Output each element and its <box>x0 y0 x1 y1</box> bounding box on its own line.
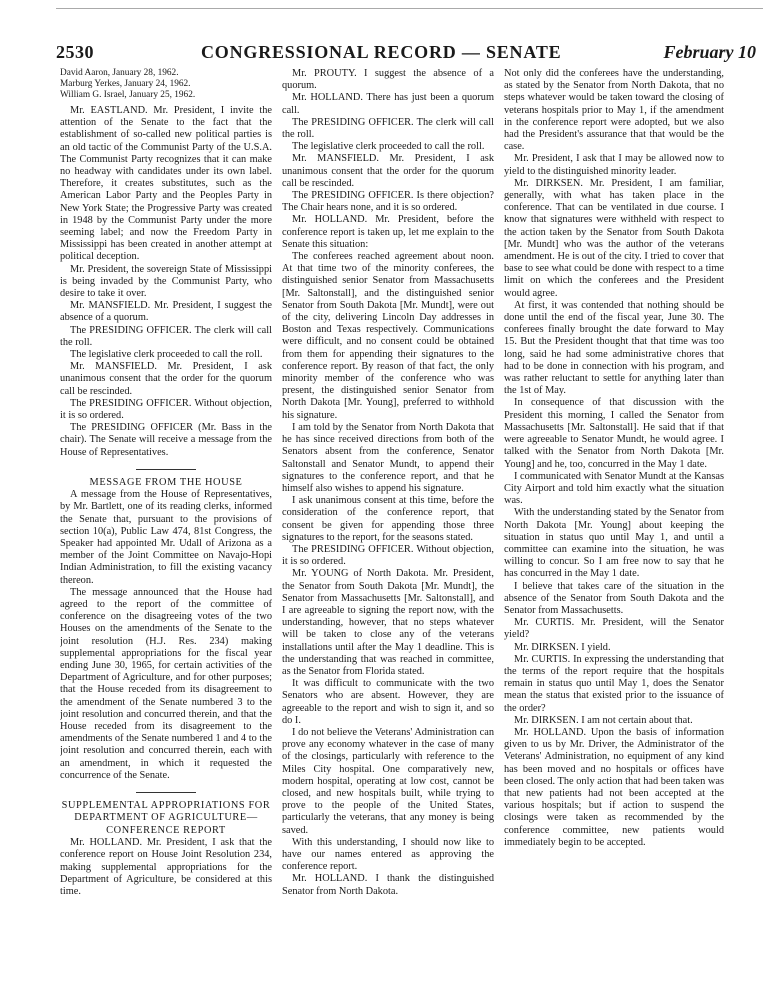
column-2 <box>282 68 494 980</box>
section-divider <box>136 792 196 793</box>
paragraph: At first, it was contended that nothing should be done until the end of the fiscal year, June 30. The conferees finally brought the date forward to May 15. But the President thought that that time was too long, said he had some administrative chores that had to be done in connection with his program, and was rather reluctant to settle for anything later than the 1st of May. <box>504 299 724 397</box>
paragraph: Mr. President, the sovereign State of Mississippi is being invaded by the Communist Party, who desire to take it over. <box>60 263 272 300</box>
section-divider <box>136 469 196 470</box>
page-number: 2530 <box>56 42 94 62</box>
nomination-name: William G. Israel, January 25, 1962. <box>60 90 196 100</box>
paragraph: With this understanding, I should now like to have our names entered as approving the conference report. <box>282 836 494 873</box>
paragraph: The message announced that the House had agreed to the report of the committee of conference on the disagreeing votes of the two Houses on the amendments of the Senate to the joint resolution (H.J. Res. 234) making supplemental appropriations for the fiscal year ending June 30, 1965, for certain activities of the Department of Agriculture, and for other purposes; that the House receded from its disagreement to the amendment of the Senate numbered 3 to the joint resolution and concurred therein, and that the House receded from its disagreement to the amendments of the Senate numbered 1 and 4 to the joint resolution and concurred therein, each with an amendment, in which it requested the concurrence of the Senate. <box>60 586 272 781</box>
paragraph: I communicated with Senator Mundt at the Kansas City Airport and told him exactly what the situation was. <box>504 470 724 507</box>
paragraph: It was difficult to communicate with the two Senators who are absent. However, they are agreeable to the report and wish to sign it, and so do I. <box>282 678 494 726</box>
paragraph: Mr. YOUNG of North Dakota. Mr. President, the Senator from South Dakota [Mr. Mundt], the Senator from Massachusetts [Mr. Saltonstall], and I are agreeable to signing the report now, with the understanding, however, that no steps whatever will be taken to close any of the veterans installations until after the May 1 deadline. This is the understanding that was reached in committee, as the Senator from Florida stated. <box>282 568 494 677</box>
paragraph: Mr. HOLLAND. I thank the distinguished Senator from North Dakota. <box>282 873 494 897</box>
issue-date: February 10 <box>663 42 756 62</box>
paragraph: Mr. EASTLAND. Mr. President, I invite the attention of the Senate to the fact that the establishment of so-called new political parties is an old tactic of the Communist Party of the U.S.A. The Communist Party recognizes that it can make no headway with candidates under its own label. Therefore, it creates substitutes, such as the American Labor Party and the Peoples Party in New York State; the Progressive Party was created in 1948 by the Communist Party under the more seeming label; and now the Freedom Party in Mississippi has been created in another attempt at political deception. <box>60 105 272 263</box>
paragraph: Mr. HOLLAND. Mr. President, before the conference report is taken up, let me explain to the Senate this situation: <box>282 214 494 250</box>
paragraph: The legislative clerk proceeded to call the roll. <box>70 349 263 361</box>
paragraph: Mr. President, I ask that I may be allowed now to yield to the distinguished minority leader. <box>504 153 724 177</box>
paragraph: Mr. PROUTY. I suggest the absence of a quorum. <box>282 68 494 92</box>
column-1 <box>60 68 272 980</box>
paragraph: The PRESIDING OFFICER. The clerk will call the roll. <box>60 324 272 348</box>
nomination-name: Marburg Yerkes, January 24, 1962. <box>60 79 191 89</box>
paragraph: The PRESIDING OFFICER. The clerk will call the roll. <box>282 116 494 141</box>
paragraph: The legislative clerk proceeded to call the roll. <box>292 141 485 153</box>
page-header <box>56 42 756 66</box>
paragraph: Mr. MANSFIELD. Mr. President, I suggest the absence of a quorum. <box>60 300 272 324</box>
paragraph: With the understanding stated by the Senator from North Dakota [Mr. Young] about keeping the situation in status quo until May 1, and until a committee can examine into the situation, he was willing to concur. So I am free now to say that he has concurred in the May 1 date. <box>504 507 724 580</box>
publication-title: CONGRESSIONAL RECORD — SENATE <box>201 42 562 62</box>
paragraph: I ask unanimous consent at this time, before the consideration of the conference report, that consent be given for appending those three signatures to the report, for the seasons stated. <box>282 495 494 543</box>
paragraph: The PRESIDING OFFICER. Is there objection? The Chair hears none, and it is so ordered. <box>282 190 494 214</box>
paragraph: The PRESIDING OFFICER. Without objection, it is so ordered. <box>60 397 272 422</box>
paragraph: Mr. DIRKSEN. I am not certain about that. <box>514 714 693 726</box>
section-heading: SUPPLEMENTAL APPROPRIATIONS FOR DEPARTMENT OF AGRICULTURE—CONFERENCE REPORT <box>61 799 271 836</box>
paragraph: Not only did the conferees have the understanding, as stated by the Senator from North Dakota, that no steps whatever would be taken toward the closing of veterans hospitals prior to May 1, if the amendment in the conference report were adopted, but we also had the President's assurance that that would be the case. <box>504 68 724 153</box>
paragraph: The PRESIDING OFFICER (Mr. Bass in the chair). The Senate will receive a message from the House of Representatives. <box>60 422 272 458</box>
paragraph: I do not believe the Veterans' Administration can prove any economy whatever in the case of many of the closings, particularly with reference to the Miles City hospital. One comparatively new, modern hospital, operating at low cost, cannot be closed, and new hospitals built, while trying to prove to the people of the United States, particularly the veterans, that any money is being saved. <box>282 726 494 836</box>
paragraph: I am told by the Senator from North Dakota that he has since received directions from both of the Senators absent from the conference, Senator Saltonstall and Senator Mundt, to append their signatures to the conference report, and that he himself also wishes to append his signature. <box>282 421 494 494</box>
top-rule <box>56 8 763 9</box>
paragraph: Mr. HOLLAND. Mr. President, I ask that the conference report on House Joint Resolution 234, making supplemental appropriations for the Department of Agriculture, be considered at this time. <box>60 837 272 897</box>
paragraph: A message from the House of Representatives, by Mr. Bartlett, one of its reading clerks, informed the Senate that, pursuant to the provisions of section 10(a), Public Law 474, 81st Congress, the Speaker had appointed Mr. Udall of Arizona as a member of the Joint Committee on Navajo-Hopi Indian Administration, to fill the existing vacancy thereon. <box>60 489 272 586</box>
paragraph: Mr. HOLLAND. Upon the basis of information given to us by Mr. Driver, the Administrator of the Veterans' Administration, no equipment of any kind has been moved and no hospitals or offices have been closed. The only action that had been taken was that new patients had not been accepted at the various hospitals; but if action to suspend the closings were taken as recommended by the conference committee, new patients would immediately begin to be accepted. <box>504 726 724 848</box>
paragraph: Mr. MANSFIELD. Mr. President, I ask unanimous consent that the order for the quorum call be rescinded. <box>282 153 494 189</box>
paragraph: Mr. DIRKSEN. I yield. <box>514 641 611 653</box>
paragraph: Mr. CURTIS. Mr. President, will the Senator yield? <box>504 617 724 641</box>
paragraph: The PRESIDING OFFICER. Without objection, it is so ordered. <box>282 543 494 568</box>
paragraph: Mr. CURTIS. In expressing the understanding that the terms of the report require that the hospitals remain in status quo until May 1, does the Senator mean the status that existed prior to the issuance of the order? <box>504 653 724 714</box>
column-3 <box>504 68 724 980</box>
paragraph: Mr. MANSFIELD. Mr. President, I ask unanimous consent that the order for the quorum call be rescinded. <box>60 361 272 397</box>
section-heading: MESSAGE FROM THE HOUSE <box>89 476 243 488</box>
paragraph: Mr. HOLLAND. There has just been a quorum call. <box>282 92 494 116</box>
paragraph: I believe that takes care of the situation in the absence of the Senator from South Dakota and the Senator from Massachusetts. <box>504 580 724 616</box>
paragraph: Mr. DIRKSEN. Mr. President, I am familiar, generally, with what has taken place in the conference. That can be ventilated in due course. I know that signatures were withheld with respect to the action taken by the Senator from South Dakota [Mr. Mundt] who was the author of the veterans amendment. He is out of the city. I tried to cover that base to see what could be done with respect to a time limit on which the conferees and the President would agree. <box>504 177 724 299</box>
paragraph: In consequence of that discussion with the President this morning, I called the Senator from Massachusetts [Mr. Saltonstall]. He said that if that were agreeable to Senator Mundt, he would agree. I talked with the Senator from North Dakota [Mr. Young] and he, too, concurred in the May 1 date. <box>504 397 724 470</box>
paragraph: The conferees reached agreement about noon. At that time two of the minority conferees, the distinguished senior Senator from Massachusetts [Mr. Saltonstall], and the distinguished senior Senator from South Dakota [Mr. Mundt], were out of the city, delivering Lincoln Day addresses in Boston and Texas respectively. Communications were difficult, and no consent could be obtained from them for appending their signatures to the conference report. By reason of that fact, the only minority member of the conference who was present, the distinguished senior Senator from North Dakota [Mr. Young], preferred to withhold his signature. <box>282 251 494 421</box>
nomination-name: David Aaron, January 28, 1962. <box>60 68 179 78</box>
